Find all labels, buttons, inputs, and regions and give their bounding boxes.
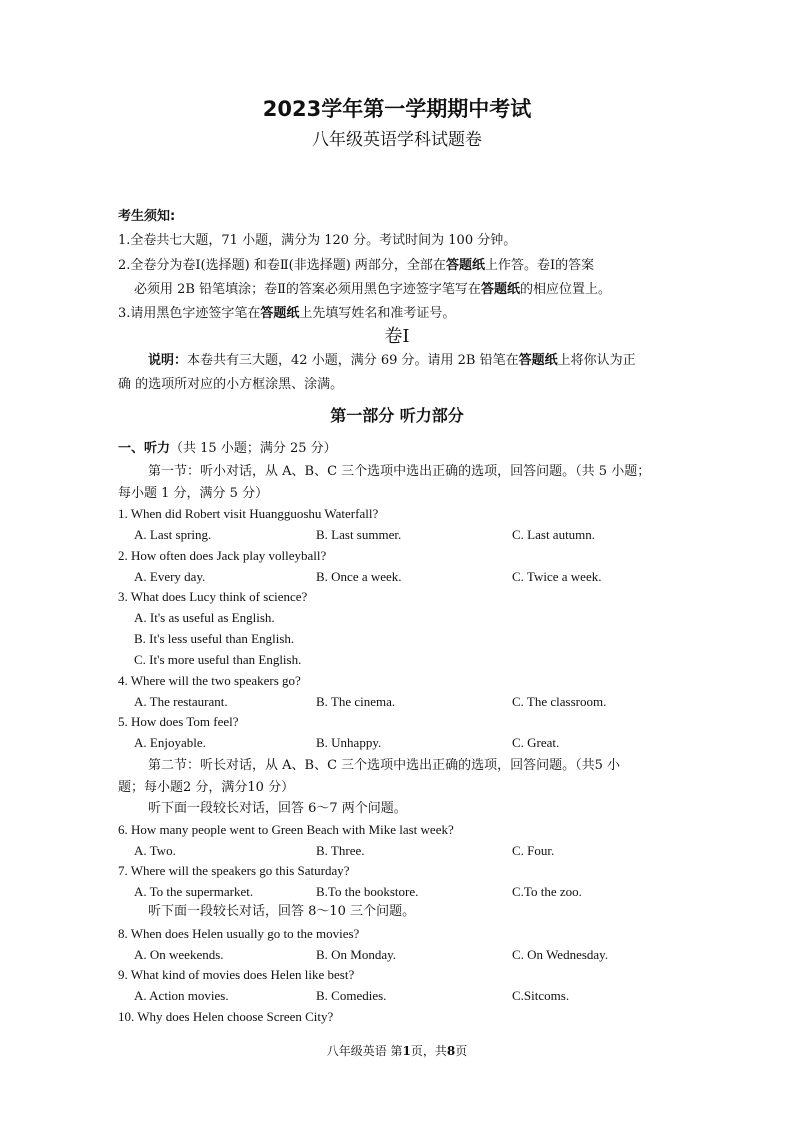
option-b: B. Comedies. bbox=[316, 988, 387, 1003]
section-heading bbox=[118, 440, 337, 458]
option-c: C. Great. bbox=[512, 735, 560, 750]
page-footer bbox=[0, 1043, 794, 1059]
option-c: C. On Wednesday. bbox=[512, 947, 609, 962]
footer-text-c: 页 bbox=[455, 1044, 468, 1058]
sub-section-1-instructions: 第一节：听小对话，从 A、B、C 三个选项中选出正确的选项，回答问题。（共 5 小题； bbox=[148, 464, 651, 479]
notice-item-1: 1.全卷共七大题，71 小题，满分为 120 分。考试时间为 100 分钟。 bbox=[118, 233, 517, 248]
option-b: B.To the bookstore. bbox=[316, 884, 419, 899]
page-total: 8 bbox=[446, 1044, 456, 1058]
question-stem: 10. Why does Helen choose Screen City? bbox=[118, 1009, 334, 1024]
option-c: C. Last autumn. bbox=[512, 527, 596, 542]
option-a: A. The restaurant. bbox=[134, 694, 228, 709]
page-number: 1 bbox=[402, 1044, 411, 1058]
option-b: B. Last summer. bbox=[316, 527, 402, 542]
notice-item-3-text-c: 上先填写姓名和准考证号。 bbox=[299, 306, 456, 321]
notice-item-2-text-c: 上作答。卷Ⅰ的答案 bbox=[484, 258, 595, 273]
volume-note bbox=[148, 352, 636, 370]
answer-sheet-emphasis: 答题纸 bbox=[518, 353, 558, 368]
sub-section-2-instructions-continued: 题；每小题2 分，满分10 分） bbox=[118, 780, 295, 795]
volume-note-label: 说明： bbox=[148, 353, 188, 368]
question-stem: 7. Where will the speakers go this Saturday? bbox=[118, 863, 350, 878]
option-a: A. Action movies. bbox=[134, 988, 229, 1003]
notice-item-3 bbox=[118, 305, 455, 323]
footer-text-b: 页，共 bbox=[410, 1044, 447, 1058]
question-stem: 5. How does Tom feel? bbox=[118, 714, 239, 729]
option-b: B. On Monday. bbox=[316, 947, 397, 962]
question-stem: 1. When did Robert visit Huangguoshu Waterfall? bbox=[118, 506, 379, 521]
question-stem: 8. When does Helen usually go to the movies? bbox=[118, 926, 360, 941]
option-b: B. Unhappy. bbox=[316, 735, 382, 750]
section-info: （共 15 小题；满分 25 分） bbox=[170, 441, 337, 456]
question-stem: 4. Where will the two speakers go? bbox=[118, 673, 301, 688]
option-a: A. Enjoyable. bbox=[134, 735, 206, 750]
dialog-instruction: 听下面一段较长对话，回答 8～10 三个问题。 bbox=[148, 904, 416, 919]
option-b: B. Three. bbox=[316, 843, 365, 858]
question-stem: 9. What kind of movies does Helen like best? bbox=[118, 967, 355, 982]
option-b: B. The cinema. bbox=[316, 694, 396, 709]
section-label: 一、听力 bbox=[118, 441, 171, 456]
part-title: 第一部分 听力部分 bbox=[330, 406, 464, 425]
option-c: C. It's more useful than English. bbox=[134, 652, 302, 667]
option-a: A. Every day. bbox=[134, 569, 206, 584]
option-a: A. On weekends. bbox=[134, 947, 224, 962]
notice-item-2-text-d: 必须用 2B 铅笔填涂；卷Ⅱ的答案必须用黑色字迹签字笔写在 bbox=[134, 282, 481, 297]
sub-section-1-instructions-continued: 每小题 1 分，满分 5 分） bbox=[118, 486, 269, 501]
answer-sheet-emphasis: 答题纸 bbox=[260, 306, 300, 321]
notice-item-2-continued bbox=[134, 281, 611, 299]
option-c: C. Four. bbox=[512, 843, 555, 858]
notice-item-2 bbox=[118, 257, 594, 275]
dialog-instruction: 听下面一段较长对话，回答 6～7 两个问题。 bbox=[148, 801, 407, 816]
option-c: C.Sitcoms. bbox=[512, 988, 570, 1003]
option-a: A. Two. bbox=[134, 843, 176, 858]
option-b: B. Once a week. bbox=[316, 569, 402, 584]
exam-title: 2023学年第一学期期中考试 bbox=[262, 97, 532, 121]
option-b: B. It's less useful than English. bbox=[134, 631, 295, 646]
answer-sheet-emphasis: 答题纸 bbox=[445, 258, 485, 273]
volume-note-text-a: 本卷共有三大题，42 小题，满分 69 分。请用 2B 铅笔在 bbox=[187, 353, 519, 368]
answer-sheet-emphasis: 答题纸 bbox=[480, 282, 520, 297]
option-c: C. The classroom. bbox=[512, 694, 607, 709]
question-stem: 6. How many people went to Green Beach with Mike last week? bbox=[118, 822, 454, 837]
notice-item-2-text-f: 的相应位置上。 bbox=[519, 282, 611, 297]
exam-subtitle: 八年级英语学科试题卷 bbox=[312, 130, 482, 150]
notice-item-2-text-a: 2.全卷分为卷Ⅰ(选择题) 和卷Ⅱ(非选择题) 两部分，全部在 bbox=[118, 258, 446, 273]
notice-item-3-text-a: 3.请用黑色字迹签字笔在 bbox=[118, 306, 261, 321]
option-a: A. To the supermarket. bbox=[134, 884, 254, 899]
sub-section-2-instructions: 第二节：听长对话，从 A、B、C 三个选项中选出正确的选项，回答问题。（共5 小 bbox=[148, 758, 621, 773]
option-a: A. Last spring. bbox=[134, 527, 212, 542]
option-a: A. It's as useful as English. bbox=[134, 610, 275, 625]
question-stem: 2. How often does Jack play volleyball? bbox=[118, 548, 327, 563]
option-c: C.To the zoo. bbox=[512, 884, 582, 899]
notice-heading: 考生须知: bbox=[118, 209, 176, 224]
volume-note-text-c: 上将你认为正 bbox=[557, 353, 636, 368]
volume-note-continued: 确 的选项所对应的小方框涂黑、涂满。 bbox=[118, 377, 344, 392]
volume-label: 卷Ⅰ bbox=[384, 326, 410, 347]
footer-text-a: 八年级英语 第 bbox=[326, 1044, 403, 1058]
option-c: C. Twice a week. bbox=[512, 569, 602, 584]
question-stem: 3. What does Lucy think of science? bbox=[118, 589, 308, 604]
